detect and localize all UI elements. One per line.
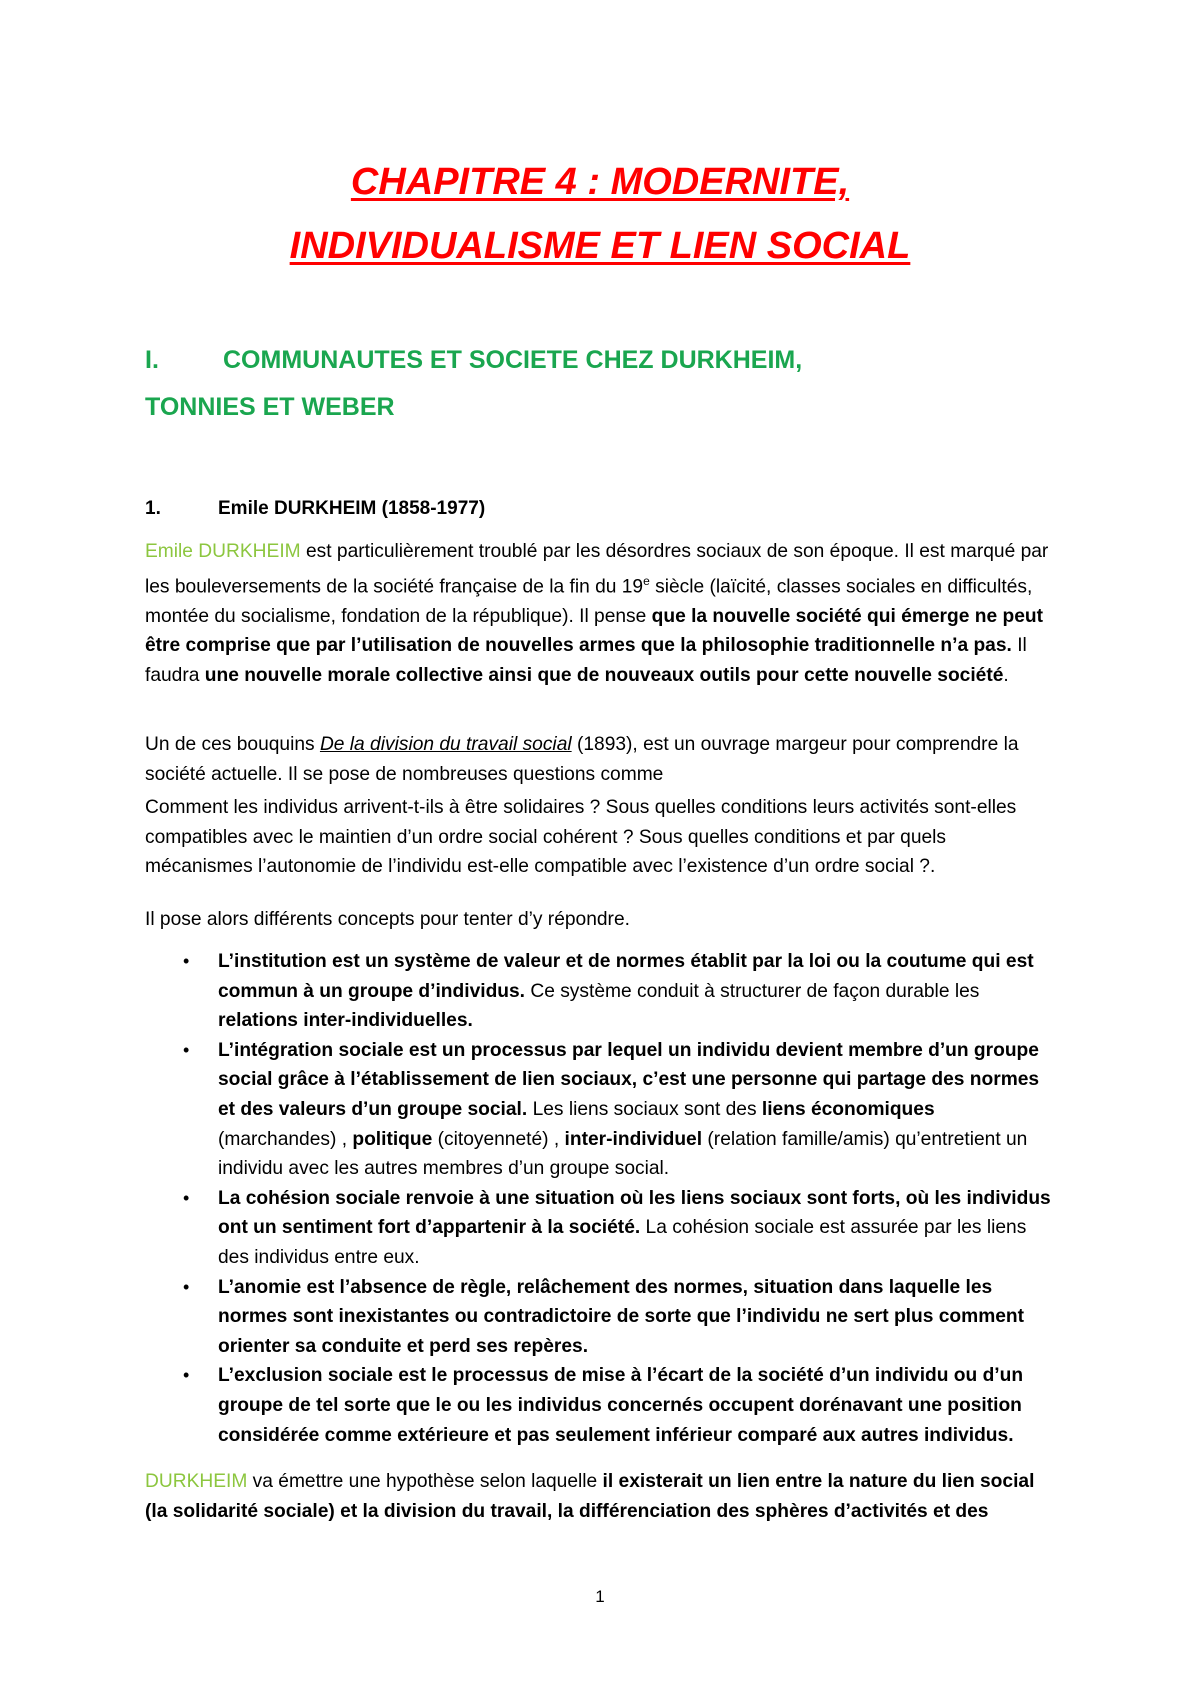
bullet-icon: • [183, 1187, 190, 1208]
author-name-highlight: DURKHEIM [145, 1471, 248, 1492]
p1-text-4: . [1003, 664, 1009, 686]
integration-bold-2: liens économiques [761, 1098, 935, 1120]
subsection-title: Emile DURKHEIM (1858-1977) [218, 498, 486, 519]
p1-text-1: est particulièrement troublé par les désordres sociaux de son époque. Il est marqué par les bouleversements de la société française de la fin du 19 [145, 541, 1049, 597]
integration-text-3: (citoyenneté) , [432, 1128, 565, 1150]
institution-definition: L’institution est un système de valeur et de normes établit par la loi ou la coutume qui est commun à un groupe d’individus. [218, 951, 1034, 1002]
p1-bold-2: une nouvelle morale collective ainsi que de nouveaux outils pour cette nouvelle société [204, 664, 1004, 686]
author-name-highlight: Emile DURKHEIM [145, 541, 301, 562]
integration-text-2: (marchandes) , [218, 1128, 353, 1150]
bullet-icon: • [183, 1365, 190, 1386]
integration-definition: L’intégration sociale est un processus par lequel un individu devient membre d’un groupe social grâce à l’établissement de lien sociaux, c’est une personne qui partage des normes et des valeurs d’un groupe social. [218, 1039, 1040, 1120]
list-item [145, 1184, 1055, 1273]
paragraph-durkheim-intro [145, 537, 1055, 690]
p2-text-2: (1893), est un ouvrage margeur pour comprendre la société actuelle. Il se pose de nombreuses questions comme [145, 734, 1019, 785]
section-title-line-1: COMMUNAUTES ET SOCIETE CHEZ DURKHEIM, [223, 346, 803, 374]
list-item [145, 947, 1055, 1036]
section-heading [145, 342, 1045, 378]
institution-bold-end: relations inter-individuelles. [218, 1010, 473, 1032]
section-title-line-2: TONNIES ET WEBER [145, 393, 395, 421]
integration-bold-3: politique [352, 1128, 433, 1150]
paragraph-concepts-intro: Il pose alors différents concepts pour tenter d’y répondre. [145, 909, 630, 930]
p1-superscript: e [643, 573, 650, 588]
subsection-number: 1. [145, 498, 161, 519]
bullet-icon: • [183, 1276, 190, 1297]
p1-bold-1: que la nouvelle société qui émerge ne peut être comprise que par l’utilisation de nouvelles armes que la philosophie traditionnelle n’a pas. [145, 605, 1043, 657]
p5-text-1: va émettre une hypothèse selon laquelle [247, 1471, 603, 1492]
list-item [145, 1273, 1055, 1362]
paragraph-hypothesis [145, 1467, 1055, 1526]
bullet-icon: • [183, 951, 190, 971]
p2-text-1: Un de ces bouquins [145, 734, 320, 755]
cohesion-text: La cohésion sociale est assurée par les liens des individus entre eux. [218, 1217, 1027, 1268]
list-item [145, 1361, 1055, 1450]
page-number: 1 [595, 1587, 605, 1606]
integration-bold-4: inter-individuel [564, 1128, 703, 1150]
integration-text-4: (relation famille/amis) qu’entretient un individu avec les autres membres d’un groupe social. [218, 1128, 1028, 1180]
paragraph-questions: Comment les individus arrivent-t-ils à être solidaires ? Sous quelles conditions leurs activités sont-elles compatibles avec le maintien d’un ordre social cohérent ? Sous quelles conditions et par quels mécanismes l’autonomie de l’individu est-elle compatible avec l’existence d’un ordre social ?. [145, 797, 1017, 878]
chapter-title-line-1: CHAPITRE 4 : MODERNITE, [350, 161, 850, 203]
cohesion-definition: La cohésion sociale renvoie à une situation où les liens sociaux sont forts, où les individus ont un sentiment fort d’appartenir à la société. [218, 1187, 1051, 1239]
institution-text: Ce système conduit à structurer de façon durable les [525, 980, 980, 1002]
paragraph-book [145, 730, 1055, 789]
section-number: I. [145, 346, 159, 374]
bullet-icon: • [183, 1039, 190, 1060]
subsection-heading [145, 495, 485, 523]
integration-text-1: Les liens sociaux sont des [527, 1098, 762, 1120]
exclusion-definition: L’exclusion sociale est le processus de mise à l’écart de la société d’un individu ou d’un groupe de tel sorte que le ou les individus concernés occupent dorénavant une position considérée comme extérieure et pas seulement inférieur comparé aux autres individus. [218, 1365, 1024, 1446]
list-item [145, 1036, 1055, 1184]
p1-text-2: siècle (laïcité, classes sociales en difficultés, montée du socialisme, fondation de la république). Il pense [145, 575, 1033, 627]
book-title: De la division du travail social [319, 734, 572, 755]
anomie-definition: L’anomie est l’absence de règle, relâchement des normes, situation dans laquelle les normes sont inexistantes ou contradictoire de sorte que l’individu ne sert plus comment orienter sa conduite et perd ses repères. [218, 1276, 1025, 1357]
p1-text-3: Il faudra [145, 635, 1027, 686]
p5-bold-1: il existerait un lien entre la nature du lien social (la solidarité sociale) et la division du travail, la différenciation des sphères d’activités et des [145, 1471, 1035, 1522]
chapter-title-line-2: INDIVIDUALISME ET LIEN SOCIAL [289, 225, 911, 267]
concepts-list [145, 947, 1055, 1450]
